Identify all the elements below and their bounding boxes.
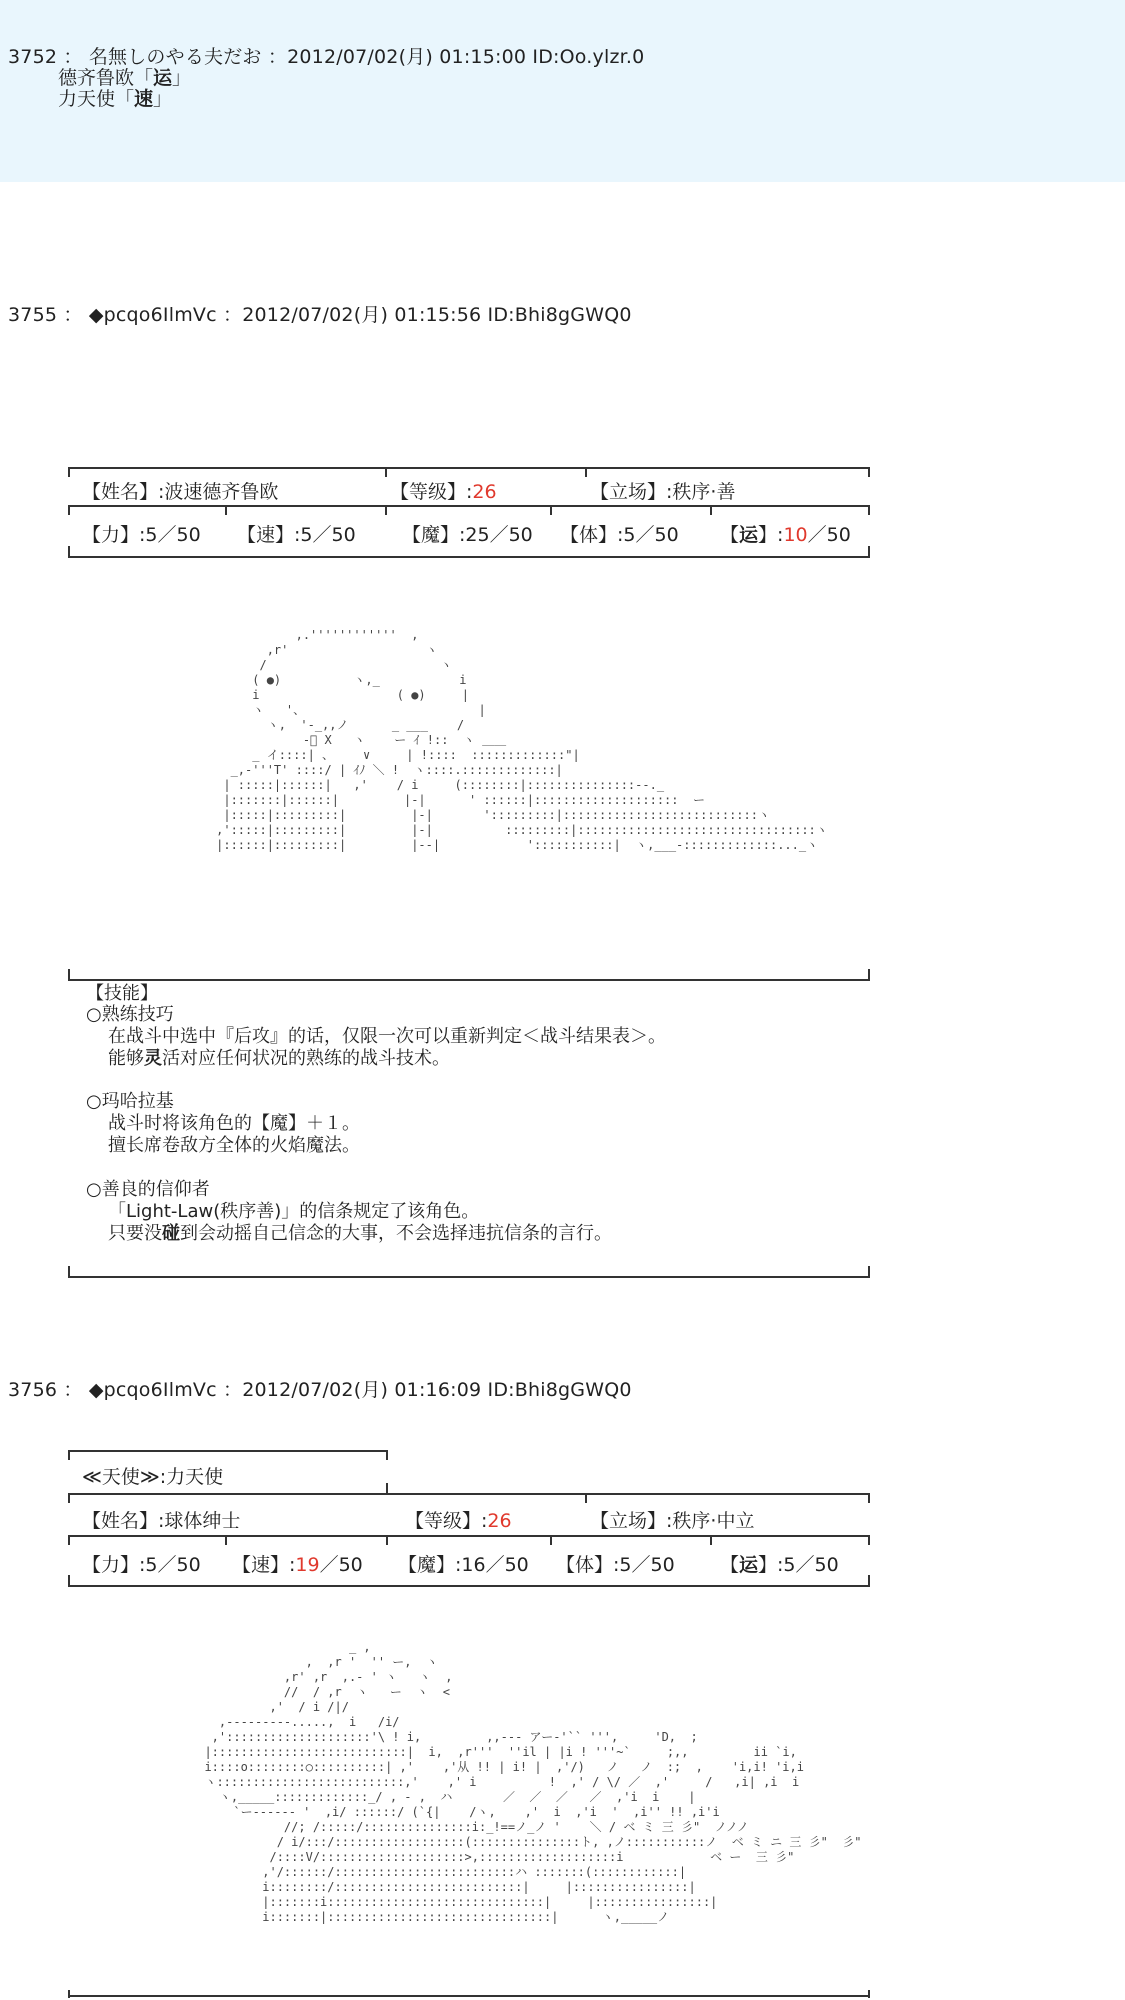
post-3752 [0, 0, 1125, 182]
stat-luck: 【运】:5／50 [720, 1554, 839, 1576]
skills-top-rule [68, 979, 870, 981]
level-field: 【等级】:26 [405, 1510, 512, 1532]
skill-2-name: ○玛哈拉基 [86, 1091, 174, 1112]
name-field: 【姓名】:波速德齐鲁欧 [82, 481, 279, 503]
stat-strength: 【力】:5／50 [82, 1554, 201, 1576]
post-3755-header: 3755 ： ◆pcqo6IlmVc ：2012/07/02(月) 01:15:56 ID:Bhi8gGWQ0 [8, 304, 632, 326]
level-field: 【等级】:26 [390, 481, 497, 503]
skill-1-line-1: 在战斗中选中『后攻』的话，仅限一次可以重新判定＜战斗结果表＞。 [108, 1026, 666, 1047]
table-rule [68, 1535, 870, 1537]
stat-body: 【体】:5／50 [556, 1554, 675, 1576]
ascii-art-figure-1: ,.'''''''''''' , ,r' ヽ / ヽ ( ●) ヽ,_ i i ( ●) | ヽ '、 | ヽ, '-_,,ノ _ ___ / ‐ﾞ X ヽ ー ｲ !:: ヽ ＿＿ _ イ::::| 、 ∨ | !:::: :::::::::::::"| _,-'''T' ::::/ | ｲﾉ ＼ ! ヽ::::.:::::::::::::| | :::::|::::::| ,' / i (::::::::|:::::::::::::::‐-._ |:::::::|::::::| |-| ' ::::::|:::::::::::::::::::: ー |:::::|:::::::::| |-| ':::::::::|:::::::::::::::::::::::::::ヽ ,':::::|:::::::::| |-| :::::::::|:::::::::::::::::::::::::::::::::ヽ |::::::|:::::::::| |--| ':::::::::::| ヽ,___-:::::::::::::..._ヽ [216, 628, 828, 852]
angel-rank: ≪天使≫:力天使 [82, 1466, 224, 1488]
skill-2-line-1: 战斗时将该角色的【魔】＋１。 [108, 1113, 360, 1134]
table-rule [68, 505, 870, 507]
table-rule [68, 1450, 388, 1452]
stat-luck: 【运】:10／50 [720, 524, 851, 546]
post-3752-header: 3752 ： 名無しのやる夫だお ：2012/07/02(月) 01:15:00 ID:Oo.ylzr.0 [8, 46, 645, 68]
table-rule [68, 1493, 870, 1495]
skill-1-line-2: 能够灵活对应任何状况的熟练的战斗技术。 [108, 1048, 450, 1069]
skill-3-name: ○善良的信仰者 [86, 1179, 210, 1200]
skill-3-line-2: 只要没碰到会动摇自己信念的大事，不会选择违抗信条的言行。 [108, 1223, 612, 1244]
post-3752-line-2: 力天使「速」 [58, 88, 173, 110]
bottom-rule [68, 1995, 870, 1997]
stat-speed: 【速】:19／50 [232, 1554, 363, 1576]
name-field: 【姓名】:球体绅士 [82, 1510, 241, 1532]
skill-3-line-1: 「Light-Law(秩序善)」的信条规定了该角色。 [108, 1201, 480, 1222]
post-3756-header: 3756 ： ◆pcqo6IlmVc ：2012/07/02(月) 01:16:09 ID:Bhi8gGWQ0 [8, 1379, 632, 1401]
alignment-field: 【立场】:秩序·善 [590, 481, 736, 503]
ascii-art-figure-2: _ , , ,r ' '' ー, ヽ ,r' ,r ,.- ' ヽ ヽ , // / ,r ヽ ー ヽ < ,' / i /|/ ,---------....., i /i/ ,'::::::::::::::::::::'\ ! i, ,,--‐ アー‐'`` ''', 'D, ; |:::::::::::::::::::::::::::| i, ,r''' ''il | |i ! '''~` ;,, ii `i, i::::o::::::::○::::::::::| ,' ,'从 !! | i! | ,'/) ノ ノ :; , 'i,i! 'i,i ヽ::::::::::::::::::::::::::,' ,' i ! ,' / \/ ／ ,' / ,i| ,i i ヽ,_____:::::::::::::_/ , - , ハ ／ ／ ／ ／ ,'i i | `ー-----‐ ' ,i/ ::::::/ (`{| /ヽ, ,' i ,'i ' ,i'' !! ,i'i //; /:::::/:::::::::::::::i:_!==ノ_ノ ' ＼ / ベ ミ 三 彡" ノノノ / i/:::/::::::::::::::::::(:::::::::::::::ト, ,ノ:::::::::::ノ ベ ミ ニ 三 彡" 彡" /::::V/::::::::::::::::::::>,:::::::::::::::::::i ベ ー 三 彡" ,'/::::::/:::::::::::::::::::::::::ハ :::::::(::::::::::::| i::::::::/::::::::::::::::::::::::::| |::::::::::::::::| |:::::::i::::::::::::::::::::::::::::::| |::::::::::::::::| i:::::::|:::::::::::::::::::::::::::::::| ヽ,_____ノ [204, 1640, 862, 1924]
skill-2-line-2: 擅长席卷敌方全体的火焰魔法。 [108, 1135, 360, 1156]
skills-bottom-rule [68, 1276, 870, 1278]
stat-strength: 【力】:5／50 [82, 524, 201, 546]
alignment-field: 【立场】:秩序·中立 [590, 1510, 755, 1532]
skill-1-name: ○熟练技巧 [86, 1004, 174, 1025]
skills-title: 【技能】 [86, 983, 158, 1004]
table-rule [68, 556, 870, 558]
post-3752-line-1: 德齐鲁欧「运」 [58, 67, 192, 89]
stat-magic: 【魔】:25／50 [402, 524, 533, 546]
table-rule [68, 1585, 870, 1587]
stat-body: 【体】:5／50 [560, 524, 679, 546]
stat-speed: 【速】:5／50 [237, 524, 356, 546]
table-rule [68, 467, 870, 469]
stat-magic: 【魔】:16／50 [398, 1554, 529, 1576]
